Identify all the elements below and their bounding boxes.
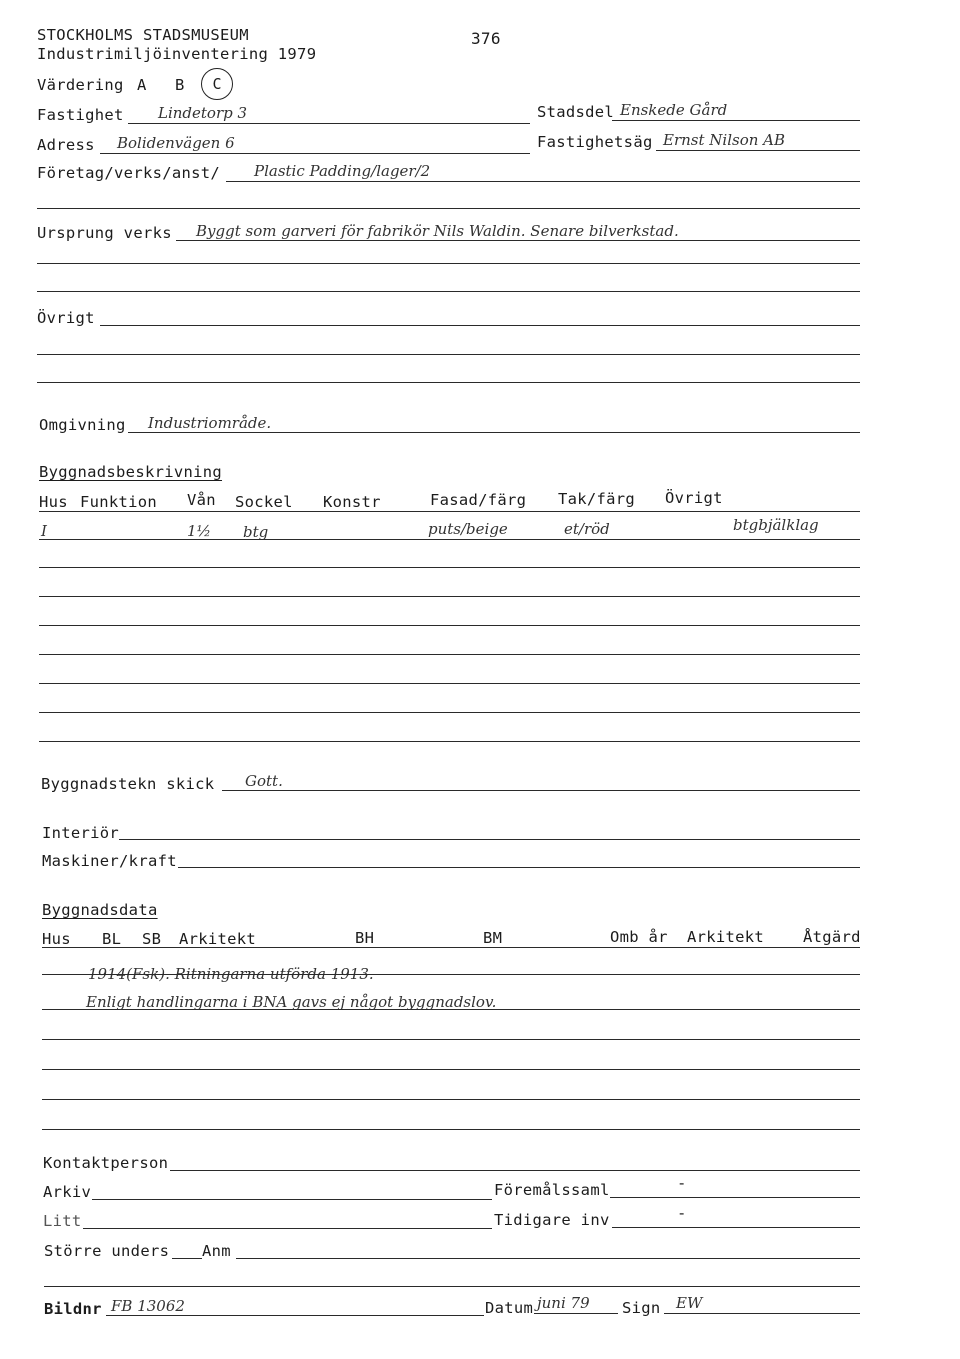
adress-label: Adress [37,136,95,154]
kontakt-line [170,1170,860,1171]
bd-col-sb: SB [142,930,162,948]
section-divider-1 [37,208,860,209]
condition-value: Gott. [245,772,283,790]
stadsdel-value: Enskede Gård [620,101,728,119]
origin-value: Byggt som garveri för fabrikör Nils Waldin. Senare bilverkstad. [196,222,679,240]
fastighet-label: Fastighet [37,106,124,124]
row-tak: et/röd [564,520,610,538]
foretag-line [226,181,860,182]
adress-line [100,153,530,154]
sign-line [664,1313,860,1314]
foremal-label: Föremålssaml [494,1181,610,1199]
datum-label: Datum [485,1299,534,1317]
bd-rule-6 [42,1129,860,1130]
row-line-5 [39,654,860,655]
bd-line-1: 1914(Fsk). Ritningarna utförda 1913. [88,965,374,983]
foretag-value: Plastic Padding/lager/2 [254,162,431,180]
foremal-value: - [677,1174,687,1192]
stadsdel-line [612,120,860,121]
col-konstr: Konstr [323,493,381,511]
valuation-label: Värdering [37,76,124,94]
ovrigt-line-2 [37,354,860,355]
fastighet-line [128,123,530,124]
omgivning-label: Omgivning [39,416,126,434]
row-line-1 [39,539,860,540]
ovrigt-label: Övrigt [37,309,95,327]
condition-label: Byggnadstekn skick [41,775,215,793]
bd-col-omb: Omb år [610,928,668,946]
bd-line-2: Enligt handlingarna i BNA gavs ej något byggnadslov. [86,993,497,1011]
bd-col-bl: BL [102,930,122,948]
row-line-3 [39,596,860,597]
bd-col-bm: BM [483,929,503,947]
bd-rule-3 [42,1039,860,1040]
col-tak: Tak/färg [558,490,636,508]
origin-line-3 [37,291,860,292]
origin-label: Ursprung verks [37,224,172,242]
agare-value: Ernst Nilson AB [663,131,786,149]
bd-header-rule [42,947,860,948]
row-line-2 [39,567,860,568]
sign-value: EW [676,1294,703,1312]
bildnr-value: FB 13062 [111,1297,185,1315]
sign-label: Sign [622,1299,661,1317]
litt-line [83,1228,492,1229]
datum-line [534,1313,618,1314]
footer-divider [44,1286,860,1287]
origin-line-2 [37,263,860,264]
row-fasad: puts/beige [428,520,508,538]
arkiv-line [92,1199,492,1200]
bd-col-bh: BH [355,929,375,947]
bd-col-hus: Hus [42,930,71,948]
interior-label: Interiör [42,824,120,842]
row-line-6 [39,683,860,684]
row-line-4 [39,625,860,626]
bd-col-arkitekt: Arkitekt [179,930,257,948]
valuation-option-a: A [137,76,147,94]
row-sockel: btg [243,523,269,541]
condition-line [222,790,860,791]
bd-rule-4 [42,1069,860,1070]
building-data-title: Byggnadsdata [42,901,158,919]
anm-label: Anm [202,1242,231,1260]
valuation-option-c-circled [201,68,233,100]
agare-label: Fastighetsäg [537,133,653,151]
arkiv-label: Arkiv [43,1183,92,1201]
foremal-line [610,1197,860,1198]
storre-line [172,1258,202,1259]
row-ovrigt: btgbjälklag [733,516,819,534]
col-hus: Hus [39,493,68,511]
bd-rule-1 [42,974,860,975]
row-van: 1½ [187,522,212,540]
machines-line [178,867,860,868]
bd-rule-5 [42,1099,860,1100]
adress-value: Bolidenvägen 6 [117,134,235,152]
valuation-option-c: C [201,68,233,100]
row-line-8 [39,741,860,742]
bd-col-arkitekt-2: Arkitekt [687,928,765,946]
page-number: 376 [471,29,501,48]
litt-label: Litt [43,1212,82,1230]
bd-rule-2 [42,1009,860,1010]
tidigare-line [612,1227,860,1228]
anm-line [236,1258,860,1259]
datum-value: juni 79 [537,1294,590,1312]
bildnr-label: Bildnr [44,1300,102,1318]
row-hus: I [41,522,47,540]
storre-label: Större unders [44,1242,170,1260]
stadsdel-label: Stadsdel [537,103,615,121]
col-funktion: Funktion [80,493,158,511]
interior-line [119,839,860,840]
valuation-option-b: B [175,76,185,94]
origin-line [176,240,860,241]
inventory-title: Industrimiljöinventering 1979 [37,45,317,63]
bildnr-line [106,1315,484,1316]
foretag-label: Företag/verks/anst/ [37,164,221,182]
col-van: Vån [187,491,216,509]
tidigare-label: Tidigare inv [494,1211,610,1229]
bd-col-atgard: Åtgärd [803,928,861,946]
agare-line [656,150,860,151]
omgivning-value: Industriområde. [148,414,272,432]
tidigare-value: - [677,1204,687,1222]
col-ovrigt: Övrigt [665,489,723,507]
kontakt-label: Kontaktperson [43,1154,169,1172]
museum-name: STOCKHOLMS STADSMUSEUM [37,26,249,44]
header-rule [39,511,860,512]
building-description-title: Byggnadsbeskrivning [39,463,223,481]
col-sockel: Sockel [235,493,293,511]
ovrigt-line-3 [37,382,860,383]
fastighet-value: Lindetorp 3 [158,104,248,122]
machines-label: Maskiner/kraft [42,852,177,870]
row-line-7 [39,712,860,713]
col-fasad: Fasad/färg [430,491,527,509]
ovrigt-line [100,325,860,326]
omgivning-line [128,432,860,433]
